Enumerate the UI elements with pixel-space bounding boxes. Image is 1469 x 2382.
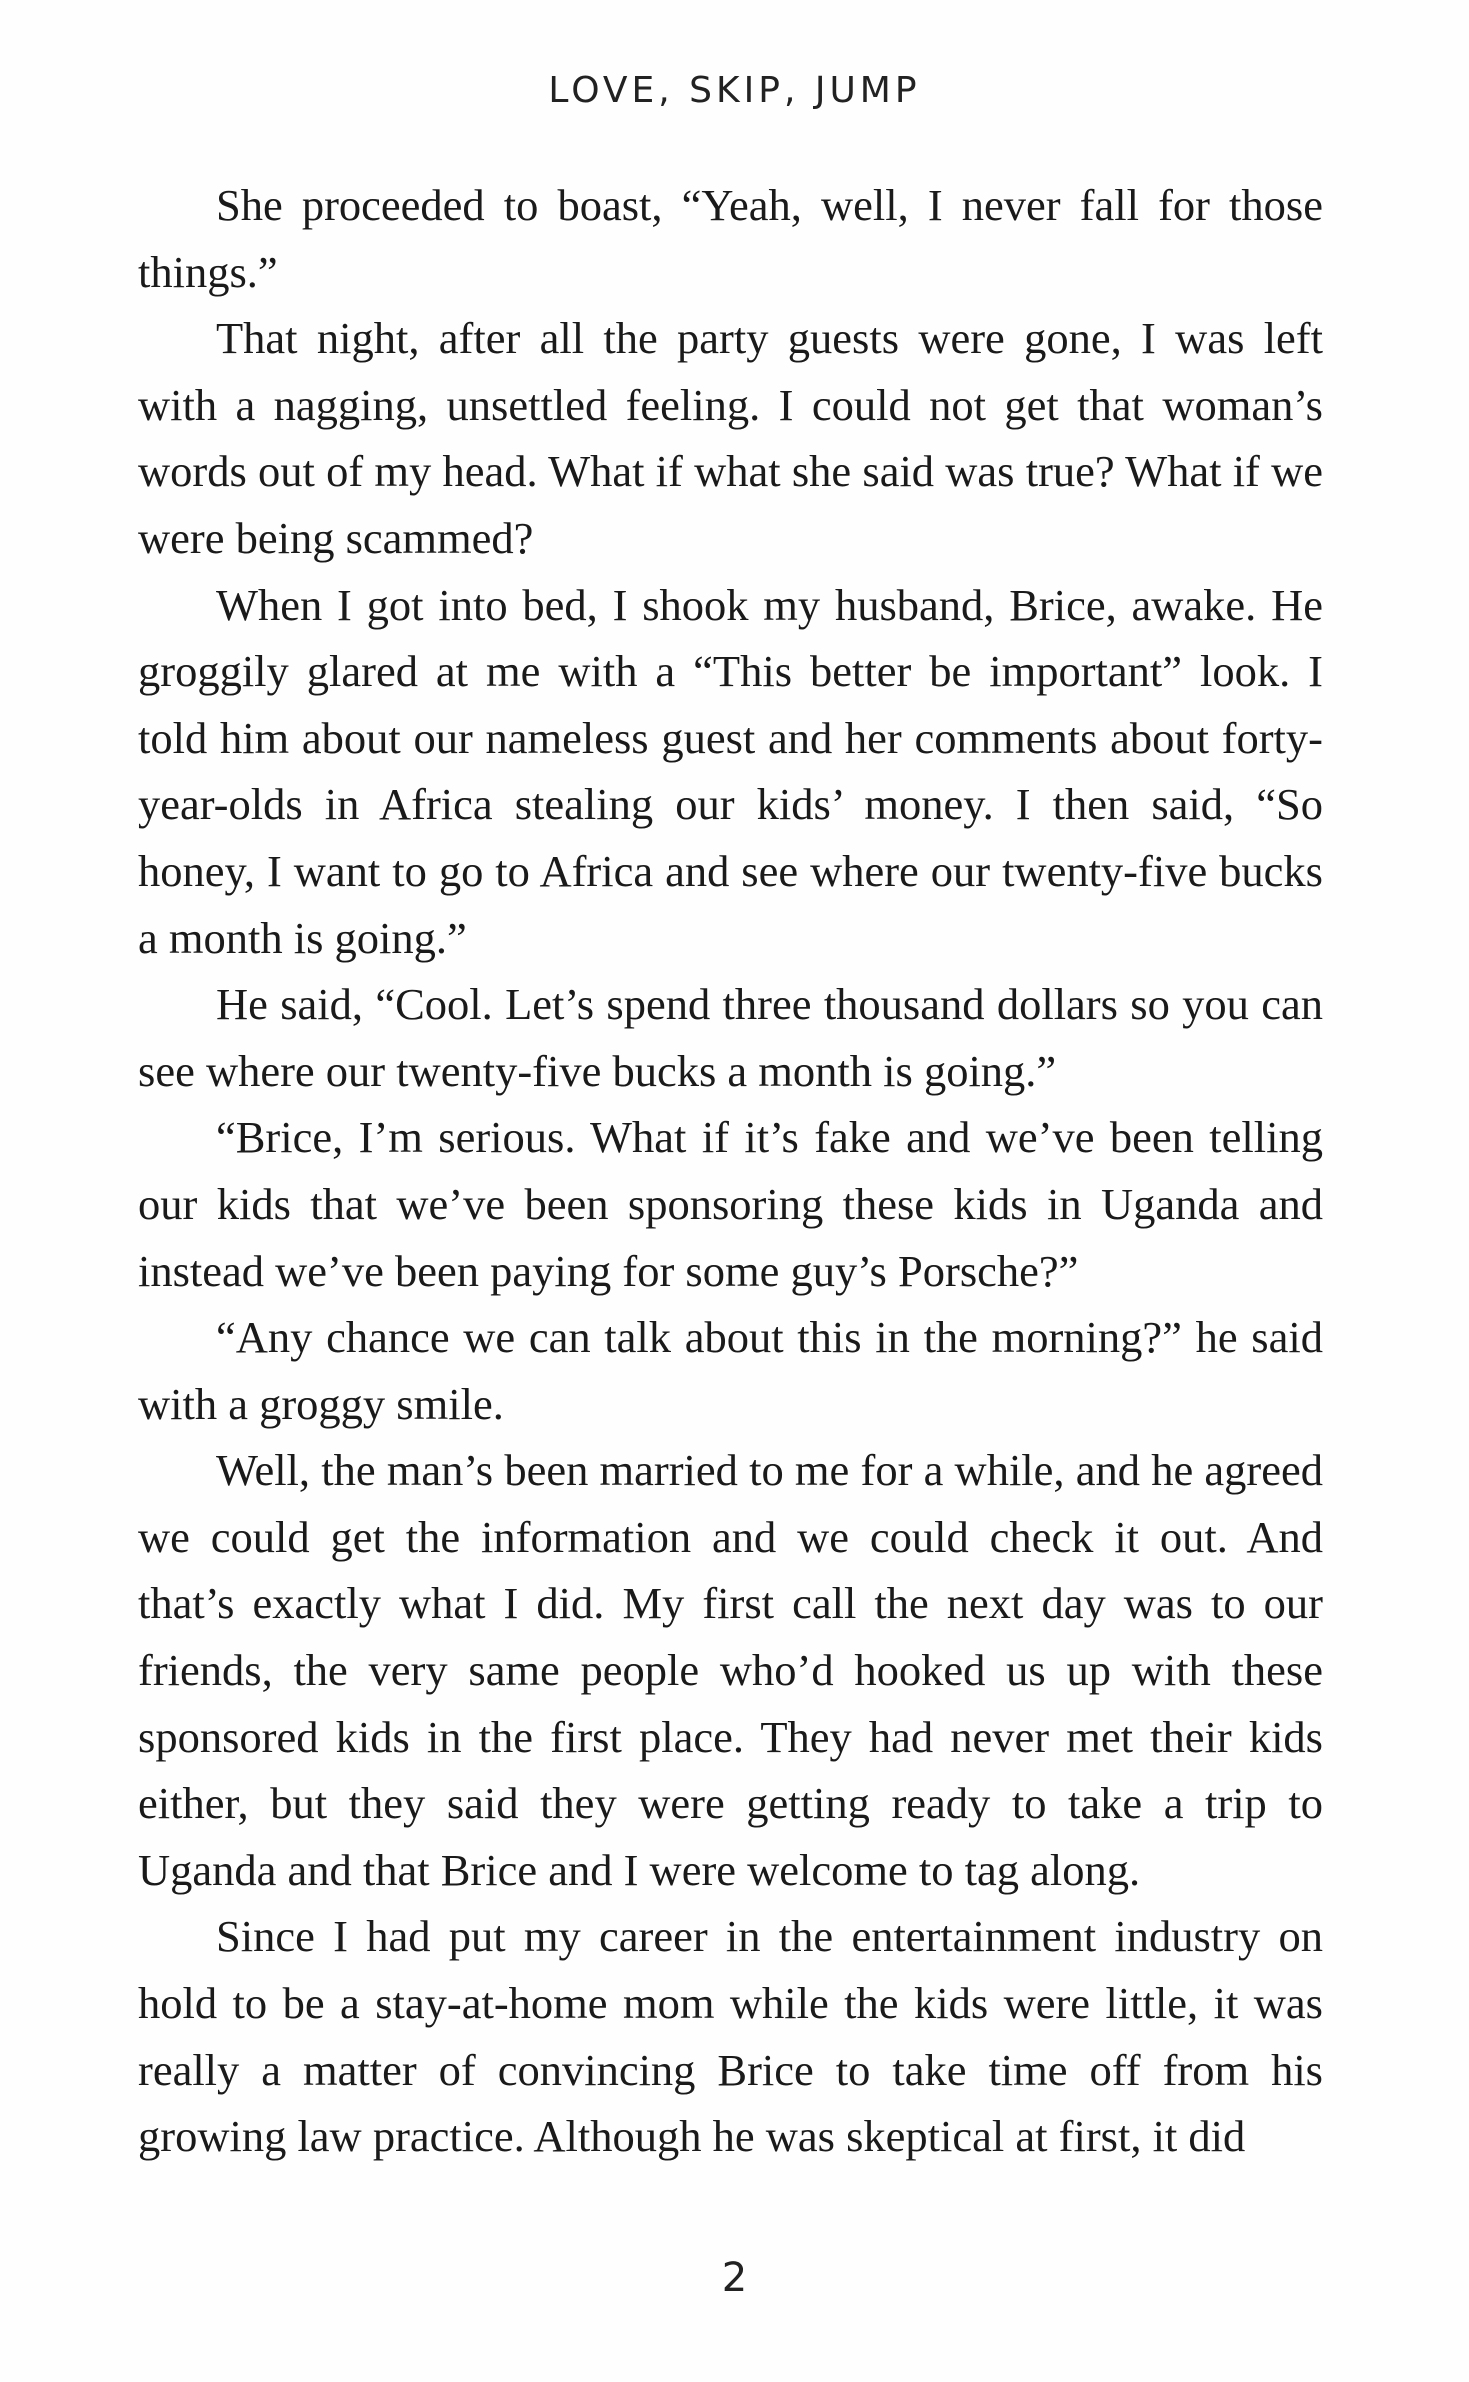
paragraph: “Any chance we can talk about this in the morning?” he said with a groggy smile. <box>138 1312 1323 1429</box>
paragraph: He said, “Cool. Let’s spend three thousand dollars so you can see where our twenty-five bucks a month is going.” <box>138 979 1323 1096</box>
paragraph: Well, the man’s been married to me for a while, and he agreed we could get the information and we could check it out. And that’s exactly what I did. My first call the next day was to our friends, the very same people who’d hooked us up with these sponsored kids in the first place. They had never met their kids either, but they said they were getting ready to take a trip to Uganda and that Brice and I were welcome to tag along. <box>138 1445 1323 1895</box>
paragraph: When I got into bed, I shook my husband, Brice, awake. He groggily glared at me with a “This better be important” look. I told him about our nameless guest and her comments about forty-year-olds in Africa stealing our kids’ money. I then said, “So honey, I want to go to Africa and see where our twenty-five bucks a month is going.” <box>138 579 1323 963</box>
running-head: LOVE, SKIP, JUMP <box>548 70 921 111</box>
paragraph: That night, after all the party guests were gone, I was left with a nagging, unsettled feeling. I could not get that woman’s words out of my head. What if what she said was true? What if we were being scammed? <box>138 313 1323 563</box>
paragraph: Since I had put my career in the entertainment industry on hold to be a stay-at-home mom while the kids were little, it was really a matter of convincing Brice to take time off from his growing law practice. Although he was skeptical at first, it did <box>138 1911 1323 2162</box>
body-text <box>138 172 1323 2170</box>
page-number: 2 <box>721 2255 748 2301</box>
paragraph: “Brice, I’m serious. What if it’s fake and we’ve been telling our kids that we’ve been sponsoring these kids in Uganda and instead we’ve been paying for some guy’s Porsche?” <box>138 1112 1323 1296</box>
paragraph: She proceeded to boast, “Yeah, well, I never fall for those things.” <box>138 180 1323 297</box>
